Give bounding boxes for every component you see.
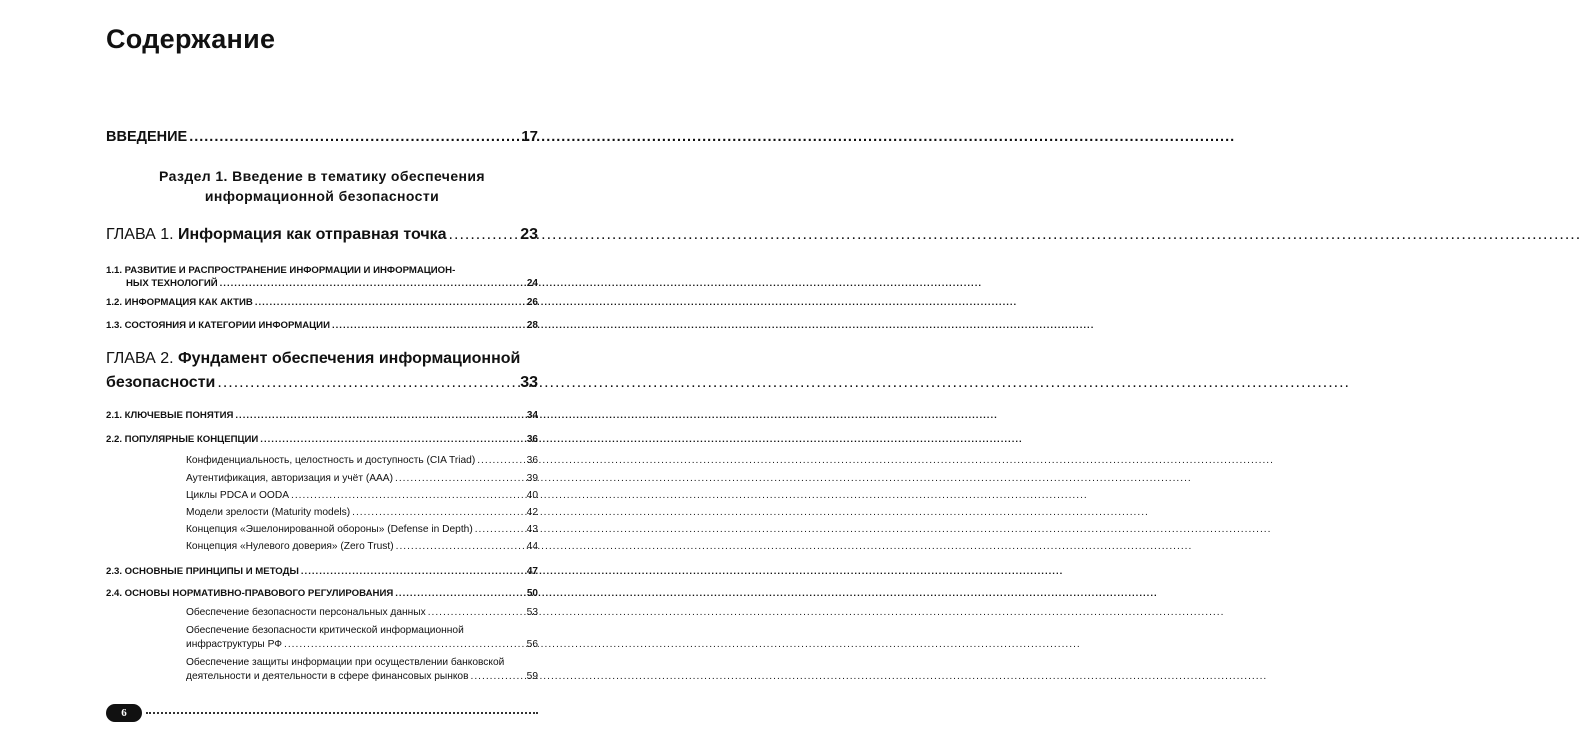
toc-entry-chapter-1[interactable] xyxy=(106,226,538,244)
toc-subentry-line1[interactable]: Обеспечение защиты информации при осуществлении банковской xyxy=(186,657,505,668)
toc-entry-label: инфраструктуры РФ xyxy=(186,639,283,650)
chapter-label: Фундамент обеспечения информационной xyxy=(178,350,521,367)
leader-dots xyxy=(396,541,525,552)
footer-dotted-rule xyxy=(146,706,538,714)
toc-entry-label: Аутентификация, авторизация и учёт (AAA) xyxy=(186,473,393,484)
toc-subentry[interactable] xyxy=(186,524,538,535)
toc-entry-label: 2.3. ОСНОВНЫЕ ПРИНЦИПЫ И МЕТОДЫ xyxy=(106,566,299,577)
leader-dots xyxy=(235,410,524,421)
toc-entry-label: 2.4. ОСНОВЫ НОРМАТИВНО-ПРАВОВОГО РЕГУЛИРОВАНИЯ xyxy=(106,588,394,599)
page-title: Содержание xyxy=(106,24,276,54)
toc-entry-page: 36 xyxy=(526,434,538,445)
toc-entry-page: 28 xyxy=(526,320,538,331)
leader-dots xyxy=(395,588,525,599)
chapter-label: безопасности xyxy=(106,374,216,391)
leader-dots xyxy=(220,278,525,289)
toc-entry-2-1[interactable] xyxy=(106,410,538,421)
toc-entry-page: 23 xyxy=(520,226,538,243)
leader-dots xyxy=(475,524,525,535)
leader-dots xyxy=(301,566,525,577)
toc-subentry[interactable] xyxy=(186,607,538,618)
leader-dots xyxy=(189,129,519,145)
toc-entry-1-1-line1[interactable]: 1.1. РАЗВИТИЕ И РАСПРОСТРАНЕНИЕ ИНФОРМАЦИИ И ИНФОРМАЦИОН- xyxy=(106,265,456,276)
part-heading xyxy=(106,166,538,206)
leader-dots xyxy=(284,639,525,650)
toc-entry-page: 36 xyxy=(526,455,538,466)
chapter-title xyxy=(106,226,447,244)
leader-dots xyxy=(217,374,518,392)
toc-entry-chapter-2-line1[interactable] xyxy=(106,350,520,368)
toc-entry-label: 2.1. КЛЮЧЕВЫЕ ПОНЯТИЯ xyxy=(106,410,234,421)
toc-subentry-line1[interactable]: Обеспечение безопасности критической информационной xyxy=(186,625,464,636)
toc-subentry[interactable] xyxy=(186,671,538,682)
toc-entry-label: Обеспечение безопасности персональных данных xyxy=(186,607,426,618)
toc-entry-1-1[interactable] xyxy=(106,278,538,289)
toc-subentry[interactable] xyxy=(186,639,538,650)
toc-entry-1-3[interactable] xyxy=(106,320,538,331)
toc-entry-page: 56 xyxy=(526,639,538,650)
chapter-prefix: ГЛАВА 2. xyxy=(106,350,174,367)
toc-entry-label: ВВЕДЕНИЕ xyxy=(106,129,188,145)
toc-entry-page: 17 xyxy=(521,128,538,145)
toc-entry-page: 59 xyxy=(526,671,538,682)
toc-entry-label: НЫХ ТЕХНОЛОГИЙ xyxy=(126,278,218,289)
chapter-prefix: ГЛАВА 1. xyxy=(106,226,174,243)
part-heading-line1: Раздел 1. Введение в тематику обеспечения xyxy=(159,168,485,184)
toc-entry-label: деятельности и деятельности в сфере финансовых рынков xyxy=(186,671,469,682)
toc-page xyxy=(0,0,600,750)
page-number-badge: 6 xyxy=(106,704,142,722)
toc-entry-1-2[interactable] xyxy=(106,297,538,308)
toc-entry-page: 40 xyxy=(526,490,538,501)
toc-entry-label: 1.3. СОСТОЯНИЯ И КАТЕГОРИИ ИНФОРМАЦИИ xyxy=(106,320,330,331)
toc-subentry[interactable] xyxy=(186,455,538,466)
toc-entry-intro[interactable] xyxy=(106,128,538,145)
leader-dots xyxy=(352,507,525,518)
toc-entry-label: Циклы PDCA и OODA xyxy=(186,490,289,501)
toc-entry-2-4[interactable] xyxy=(106,588,538,599)
toc-subentry[interactable] xyxy=(186,507,538,518)
toc-entry-page: 33 xyxy=(520,374,538,391)
leader-dots xyxy=(291,490,525,501)
toc-subentry[interactable] xyxy=(186,473,538,484)
toc-entry-label: Концепция «Эшелонированной обороны» (Defense in Depth) xyxy=(186,524,473,535)
toc-entry-page: 47 xyxy=(526,566,538,577)
chapter-label: Информация как отправная точка xyxy=(178,226,447,243)
toc-entry-page: 26 xyxy=(526,297,538,308)
leader-dots xyxy=(449,226,519,244)
toc-entry-page: 53 xyxy=(526,607,538,618)
leader-dots xyxy=(332,320,525,331)
toc-entry-page: 42 xyxy=(526,507,538,518)
part-heading-line2: информационной безопасности xyxy=(204,188,440,204)
toc-subentry[interactable] xyxy=(186,541,538,552)
leader-dots xyxy=(477,455,524,466)
toc-entry-label: Конфиденциальность, целостность и доступность (CIA Triad) xyxy=(186,455,476,466)
page-footer xyxy=(106,704,538,722)
toc-entry-page: 34 xyxy=(526,410,538,421)
toc-entry-page: 39 xyxy=(526,473,538,484)
toc-subentry[interactable] xyxy=(186,490,538,501)
toc-entry-page: 50 xyxy=(526,588,538,599)
toc-entry-label: 1.2. ИНФОРМАЦИЯ КАК АКТИВ xyxy=(106,297,253,308)
leader-dots xyxy=(255,297,525,308)
toc-entry-label: 2.2. ПОПУЛЯРНЫЕ КОНЦЕПЦИИ xyxy=(106,434,259,445)
leader-dots xyxy=(471,671,525,682)
toc-entry-2-3[interactable] xyxy=(106,566,538,577)
toc-entry-label: Модели зрелости (Maturity models) xyxy=(186,507,351,518)
leader-dots xyxy=(428,607,525,618)
toc-entry-page: 44 xyxy=(526,541,538,552)
toc-entry-page: 43 xyxy=(526,524,538,535)
leader-dots xyxy=(395,473,525,484)
toc-entry-page: 24 xyxy=(526,278,538,289)
toc-entry-2-2[interactable] xyxy=(106,434,538,445)
toc-entry-chapter-2[interactable] xyxy=(106,374,538,392)
leader-dots xyxy=(260,434,525,445)
chapter-title xyxy=(106,374,215,392)
toc-entry-label: Концепция «Нулевого доверия» (Zero Trust) xyxy=(186,541,394,552)
